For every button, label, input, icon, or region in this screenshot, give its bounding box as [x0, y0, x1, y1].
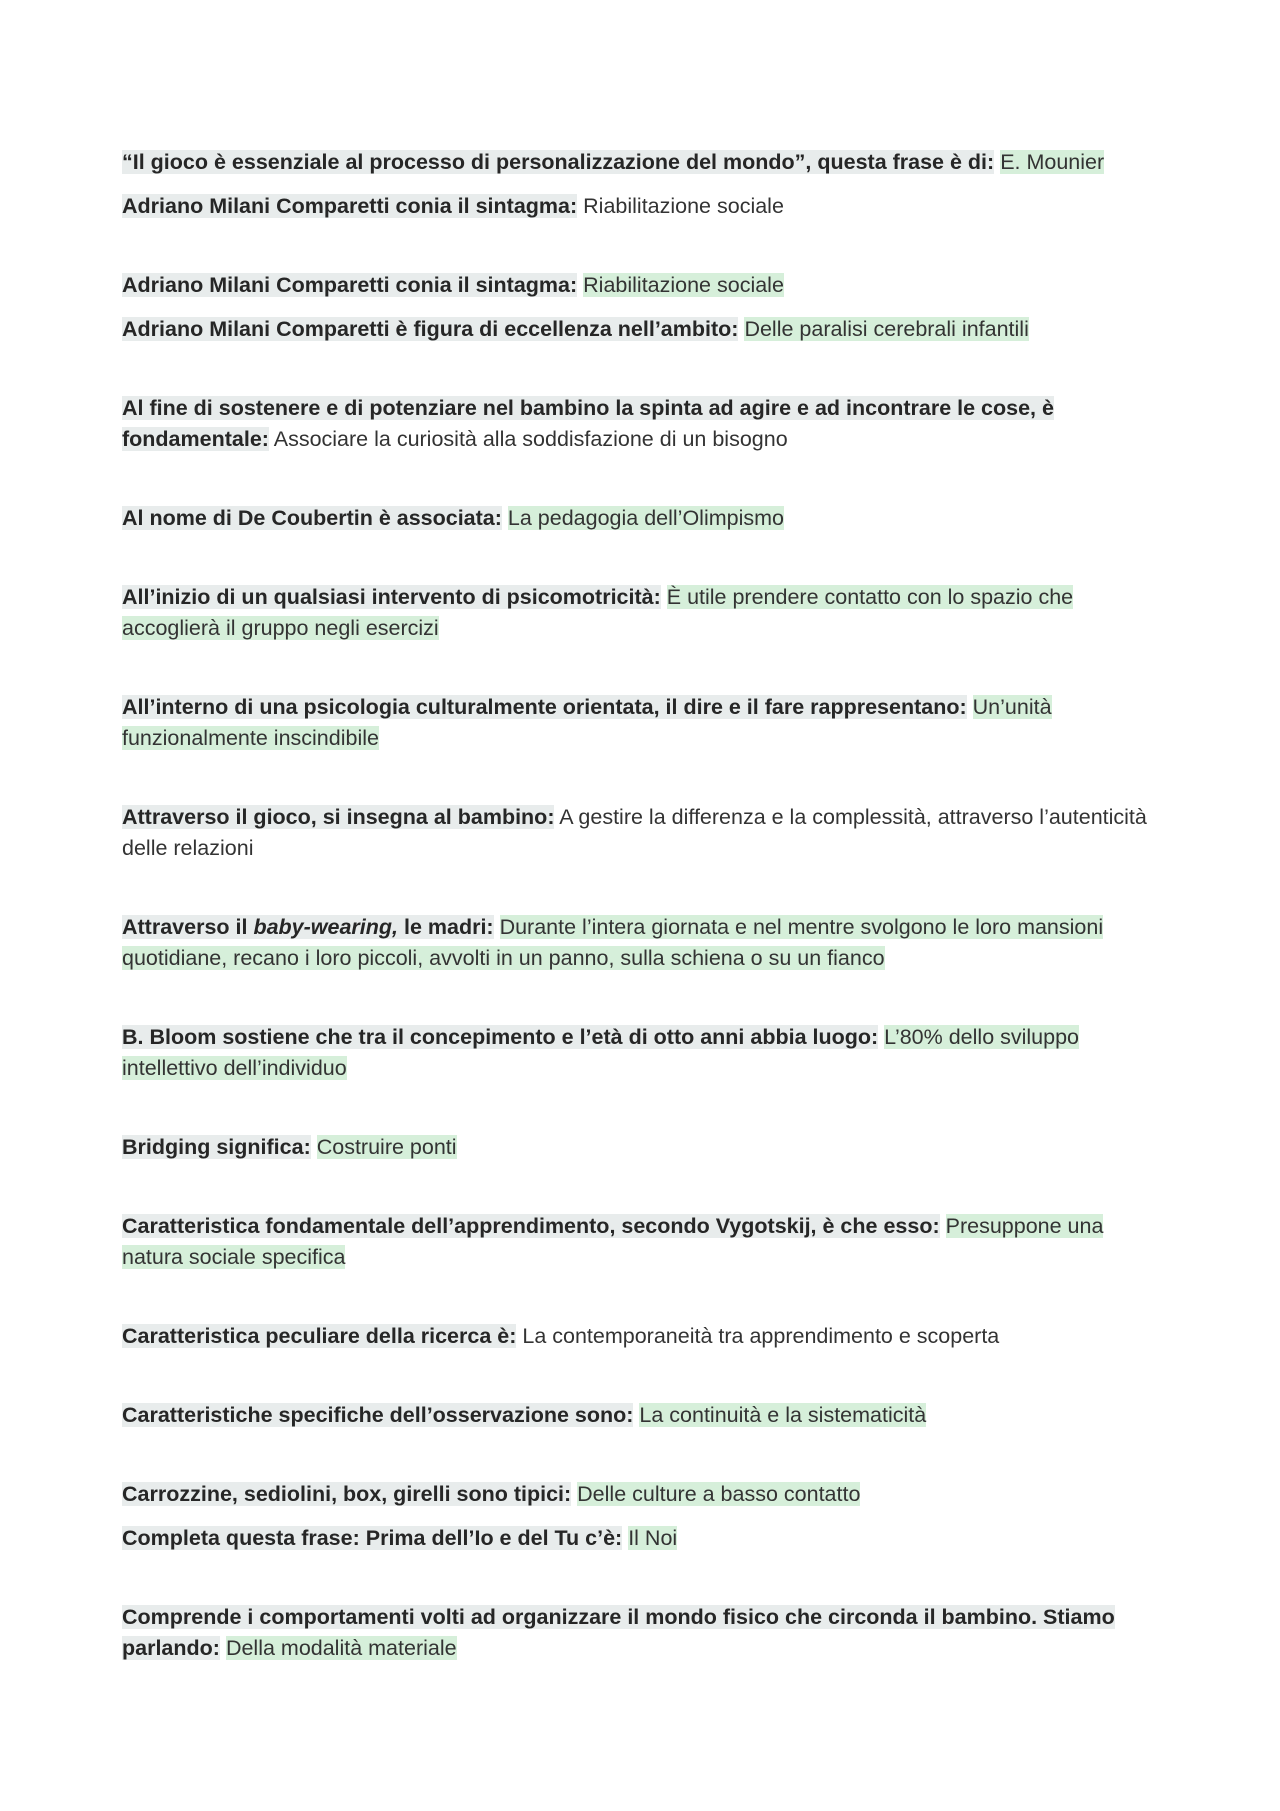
question: Adriano Milani Comparetti conia il sintagma:: [122, 273, 578, 297]
question: Attraverso il gioco, si insegna al bambino:: [122, 805, 555, 829]
question: Caratteristica fondamentale dell’apprendimento, secondo Vygotskij, è che esso:: [122, 1214, 940, 1238]
question: “Il gioco è essenziale al processo di personalizzazione del mondo”, questa frase è di:: [122, 150, 995, 174]
answer: Riabilitazione sociale: [583, 273, 784, 297]
question: [122, 915, 494, 939]
question: All’inizio di un qualsiasi intervento di psicomotricità:: [122, 585, 661, 609]
qa-entry: [122, 912, 1162, 974]
question: All’interno di una psicologia culturalmente orientata, il dire e il fare rappresentano:: [122, 695, 967, 719]
question-italic-term: baby-wearing,: [253, 915, 398, 939]
qa-entry: [122, 314, 1162, 345]
qa-entry: [122, 1400, 1162, 1431]
qa-entry: [122, 1321, 1162, 1352]
question-prefix: Attraverso il: [122, 915, 254, 939]
qa-entry: [122, 393, 1162, 455]
qa-entry: [122, 1211, 1162, 1273]
qa-entry: [122, 1132, 1162, 1163]
qa-entry: [122, 1479, 1162, 1510]
answer: La pedagogia dell’Olimpismo: [507, 506, 784, 530]
answer: A gestire la differenza e la complessità, attraverso l’autenticità delle relazioni: [122, 805, 1147, 860]
question: Bridging significa:: [122, 1135, 311, 1159]
qa-entry: [122, 1022, 1162, 1084]
question: Adriano Milani Comparetti conia il sintagma:: [122, 194, 578, 218]
question: Al fine di sostenere e di potenziare nel bambino la spinta ad agire e ad incontrare le cose, è fondamentale:: [122, 396, 1054, 451]
question: Adriano Milani Comparetti è figura di eccellenza nell’ambito:: [122, 317, 739, 341]
answer: L’80% dello sviluppo intellettivo dell’individuo: [122, 1025, 1080, 1080]
answer: Delle paralisi cerebrali infantili: [744, 317, 1029, 341]
answer: È utile prendere contatto con lo spazio che accoglierà il gruppo negli esercizi: [122, 585, 1074, 640]
qa-entry: [122, 270, 1162, 301]
answer: La continuità e la sistematicità: [639, 1403, 927, 1427]
qa-entry: [122, 802, 1162, 864]
answer: Presuppone una natura sociale specifica: [122, 1214, 1104, 1269]
answer: Associare la curiosità alla soddisfazione di un bisogno: [273, 427, 788, 451]
qa-entry: [122, 692, 1162, 754]
question: B. Bloom sostiene che tra il concepimento e l’età di otto anni abbia luogo:: [122, 1025, 879, 1049]
qa-entry: [122, 582, 1162, 644]
qa-entry: [122, 1602, 1162, 1664]
answer: Costruire ponti: [316, 1135, 457, 1159]
answer: Delle culture a basso contatto: [577, 1482, 861, 1506]
question: Caratteristiche specifiche dell’osservazione sono:: [122, 1403, 634, 1427]
answer: Il Noi: [628, 1526, 678, 1550]
question-suffix: le madri:: [398, 915, 494, 939]
answer: Riabilitazione sociale: [583, 194, 784, 218]
qa-entry: [122, 503, 1162, 534]
answer: Della modalità materiale: [225, 1636, 457, 1660]
question: Caratteristica peculiare della ricerca è:: [122, 1324, 517, 1348]
qa-entry: [122, 147, 1162, 178]
answer: Durante l’intera giornata e nel mentre svolgono le loro mansioni quotidiane, recano i loro piccoli, avvolti in un panno, sulla schiena o su un fianco: [122, 915, 1104, 970]
answer: E. Mounier: [1000, 150, 1105, 174]
answer: Un’unità funzionalmente inscindibile: [122, 695, 1052, 750]
qa-entry: [122, 1523, 1162, 1554]
answer: La contemporaneità tra apprendimento e scoperta: [522, 1324, 1000, 1348]
question: Completa questa frase: Prima dell’Io e del Tu c’è:: [122, 1526, 623, 1550]
qa-entry: [122, 191, 1162, 222]
question: Al nome di De Coubertin è associata:: [122, 506, 502, 530]
question: Comprende i comportamenti volti ad organizzare il mondo fisico che circonda il bambino. Stiamo parlando:: [122, 1605, 1115, 1660]
question: Carrozzine, sediolini, box, girelli sono tipici:: [122, 1482, 572, 1506]
